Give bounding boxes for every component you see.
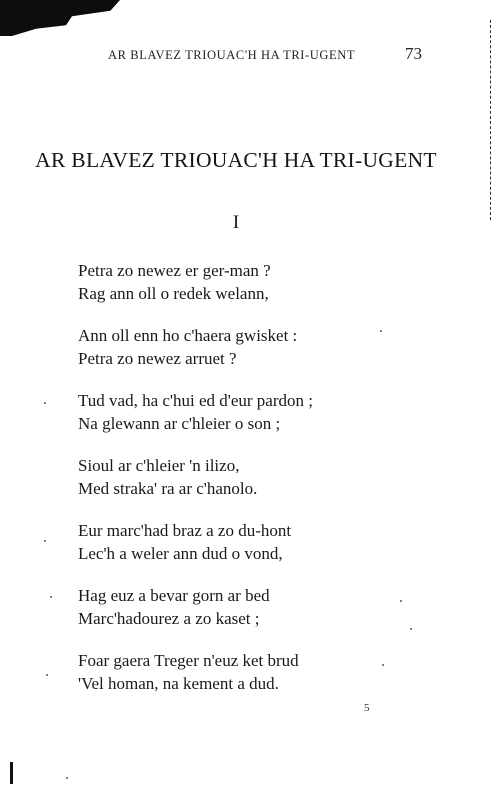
print-speck	[380, 330, 382, 332]
print-speck	[382, 664, 384, 666]
signature-mark: 5	[364, 702, 370, 714]
print-speck	[50, 596, 52, 598]
verse-line: Tud vad, ha c'hui ed d'eur pardon ;	[78, 391, 313, 410]
poem-body	[78, 259, 313, 714]
verse-line: 'Vel homan, na kement a dud.	[78, 674, 279, 693]
verse-line: Hag euz a bevar gorn ar bed	[78, 586, 270, 605]
print-speck	[400, 600, 402, 602]
print-speck	[44, 402, 46, 404]
verse-line: Na glewann ar c'hleier o son ;	[78, 414, 281, 433]
verse-line: Eur marc'had braz a zo du-hont	[78, 521, 292, 540]
verse-line: Foar gaera Treger n'euz ket brud	[78, 651, 299, 670]
page-edge-mark	[490, 20, 493, 220]
stanza-2	[78, 324, 313, 370]
verse-line: Sioul ar c'hleier 'n ilizo,	[78, 456, 240, 475]
ink-blot-mark	[0, 0, 120, 36]
running-head: AR BLAVEZ TRIOUAC'H HA TRI-UGENT	[108, 48, 356, 62]
stanza-6	[78, 584, 313, 630]
section-numeral: I	[232, 212, 240, 233]
print-speck	[46, 674, 48, 676]
print-speck	[44, 540, 46, 542]
stanza-5	[78, 519, 313, 565]
verse-line: Petra zo newez er ger-man ?	[78, 261, 271, 280]
print-speck	[410, 628, 412, 630]
stanza-7	[78, 649, 313, 695]
stanza-4	[78, 454, 313, 500]
margin-mark	[10, 762, 13, 784]
verse-line: Marc'hadourez a zo kaset ;	[78, 609, 260, 628]
page-number: 73	[405, 44, 422, 63]
verse-line: Lec'h a weler ann dud o vond,	[78, 544, 283, 563]
print-speck	[66, 777, 68, 779]
verse-line: Ann oll enn ho c'haera gwisket :	[78, 326, 298, 345]
verse-line: Petra zo newez arruet ?	[78, 349, 237, 368]
verse-line: Rag ann oll o redek welann,	[78, 284, 269, 303]
poem-title: AR BLAVEZ TRIOUAC'H HA TRI-UGENT	[35, 148, 437, 172]
stanza-3	[78, 389, 313, 435]
verse-line: Med straka' ra ar c'hanolo.	[78, 479, 258, 498]
stanza-1	[78, 259, 313, 305]
